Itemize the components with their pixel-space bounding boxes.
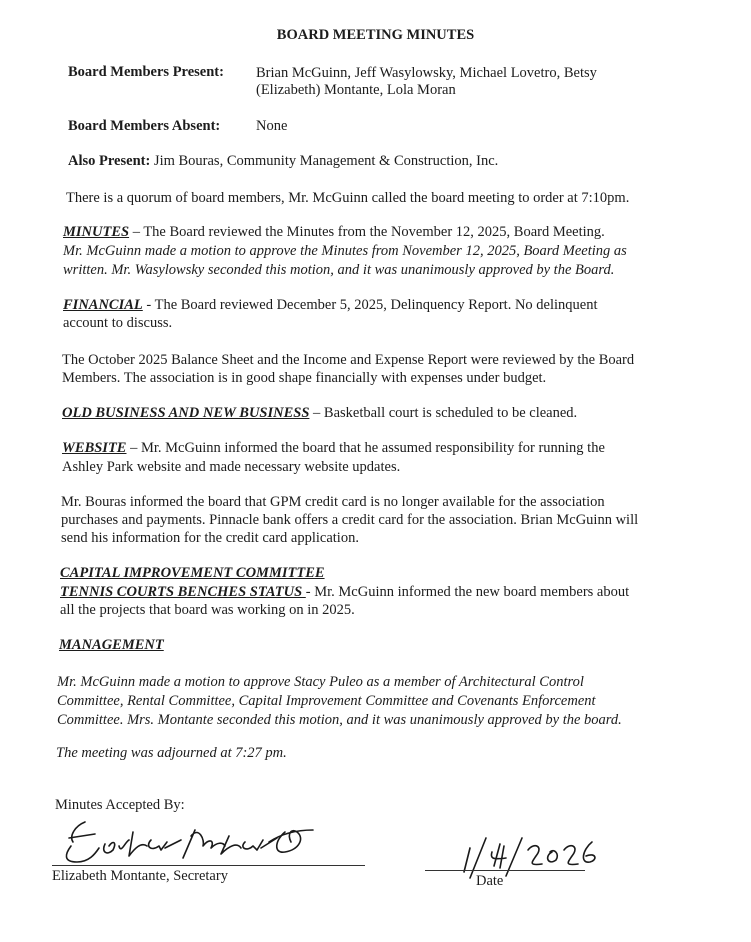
date-line	[425, 870, 585, 871]
signature-line	[52, 865, 365, 866]
present-names-line2: (Elizabeth) Montante, Lola Moran	[256, 82, 456, 98]
adjourned-statement: The meeting was adjourned at 7:27 pm.	[56, 745, 287, 761]
website-para2-line2: purchases and payments. Pinnacle bank offers a credit card for the association. Brian McGuinn will	[61, 512, 639, 528]
minutes-line2: Mr. McGuinn made a motion to approve the Minutes from November 12, 2025, Board Meeting as	[63, 243, 627, 259]
capital-line1	[60, 584, 629, 600]
signer-name: Elizabeth Montante, Secretary	[52, 868, 228, 884]
website-heading: WEBSITE	[62, 440, 127, 456]
financial-para2-line1: The October 2025 Balance Sheet and the Income and Expense Report were reviewed by the Board	[62, 352, 635, 368]
management-heading: MANAGEMENT	[59, 637, 164, 653]
website-para2-line1: Mr. Bouras informed the board that GPM credit card is no longer available for the association	[61, 494, 605, 510]
minutes-heading: MINUTES	[63, 224, 130, 240]
website-line1-text: – Mr. McGuinn informed the board that he assumed responsibility for running the	[126, 440, 605, 456]
also-present-label: Also Present:	[68, 153, 151, 169]
website-para2-line3: send his information for the credit card application.	[61, 530, 359, 546]
present-label: Board Members Present:	[68, 64, 224, 80]
old-new-text: – Basketball court is scheduled to be cleaned.	[309, 405, 578, 421]
accepted-by-label: Minutes Accepted By:	[55, 797, 185, 813]
absent-value: None	[256, 118, 288, 134]
capital-heading: CAPITAL IMPROVEMENT COMMITTEE	[60, 565, 325, 581]
handwritten-date-graphic	[440, 828, 620, 880]
website-line2: Ashley Park website and made necessary website updates.	[62, 459, 401, 475]
document-title: BOARD MEETING MINUTES	[276, 27, 475, 43]
minutes-line1	[63, 224, 605, 240]
financial-line1	[63, 297, 598, 313]
minutes-line1-text: – The Board reviewed the Minutes from the November 12, 2025, Board Meeting.	[129, 224, 605, 240]
financial-para2-line2: Members. The association is in good shape financially with expenses under budget.	[62, 370, 547, 386]
old-new-business	[62, 405, 577, 421]
website-line1	[62, 440, 605, 456]
financial-line1-text: - The Board reviewed December 5, 2025, Delinquency Report. No delinquent	[142, 297, 598, 313]
management-line3: Committee. Mrs. Montante seconded this motion, and it was unanimously approved by the board.	[57, 712, 622, 728]
quorum-statement: There is a quorum of board members, Mr. McGuinn called the board meeting to order at 7:10pm.	[66, 190, 630, 206]
minutes-line3: written. Mr. Wasylowsky seconded this motion, and it was unanimously approved by the Board.	[63, 262, 615, 278]
present-names-line1: Brian McGuinn, Jeff Wasylowsky, Michael Lovetro, Betsy	[256, 65, 597, 81]
capital-line2: all the projects that board was working on in 2025.	[60, 602, 355, 618]
absent-label: Board Members Absent:	[68, 118, 221, 134]
management-line1: Mr. McGuinn made a motion to approve Stacy Puleo as a member of Architectural Control	[57, 674, 584, 690]
capital-line1-text: - Mr. McGuinn informed the new board members about	[305, 584, 630, 600]
date-label: Date	[476, 873, 504, 889]
also-present	[68, 153, 498, 169]
management-line2: Committee, Rental Committee, Capital Improvement Committee and Covenants Enforcement	[57, 693, 596, 709]
also-present-value: Jim Bouras, Community Management & Construction, Inc.	[150, 153, 499, 169]
old-new-heading: OLD BUSINESS AND NEW BUSINESS	[62, 405, 310, 421]
financial-line2: account to discuss.	[63, 315, 173, 331]
capital-subheading: TENNIS COURTS BENCHES STATUS	[60, 584, 306, 600]
financial-heading: FINANCIAL	[63, 297, 143, 313]
